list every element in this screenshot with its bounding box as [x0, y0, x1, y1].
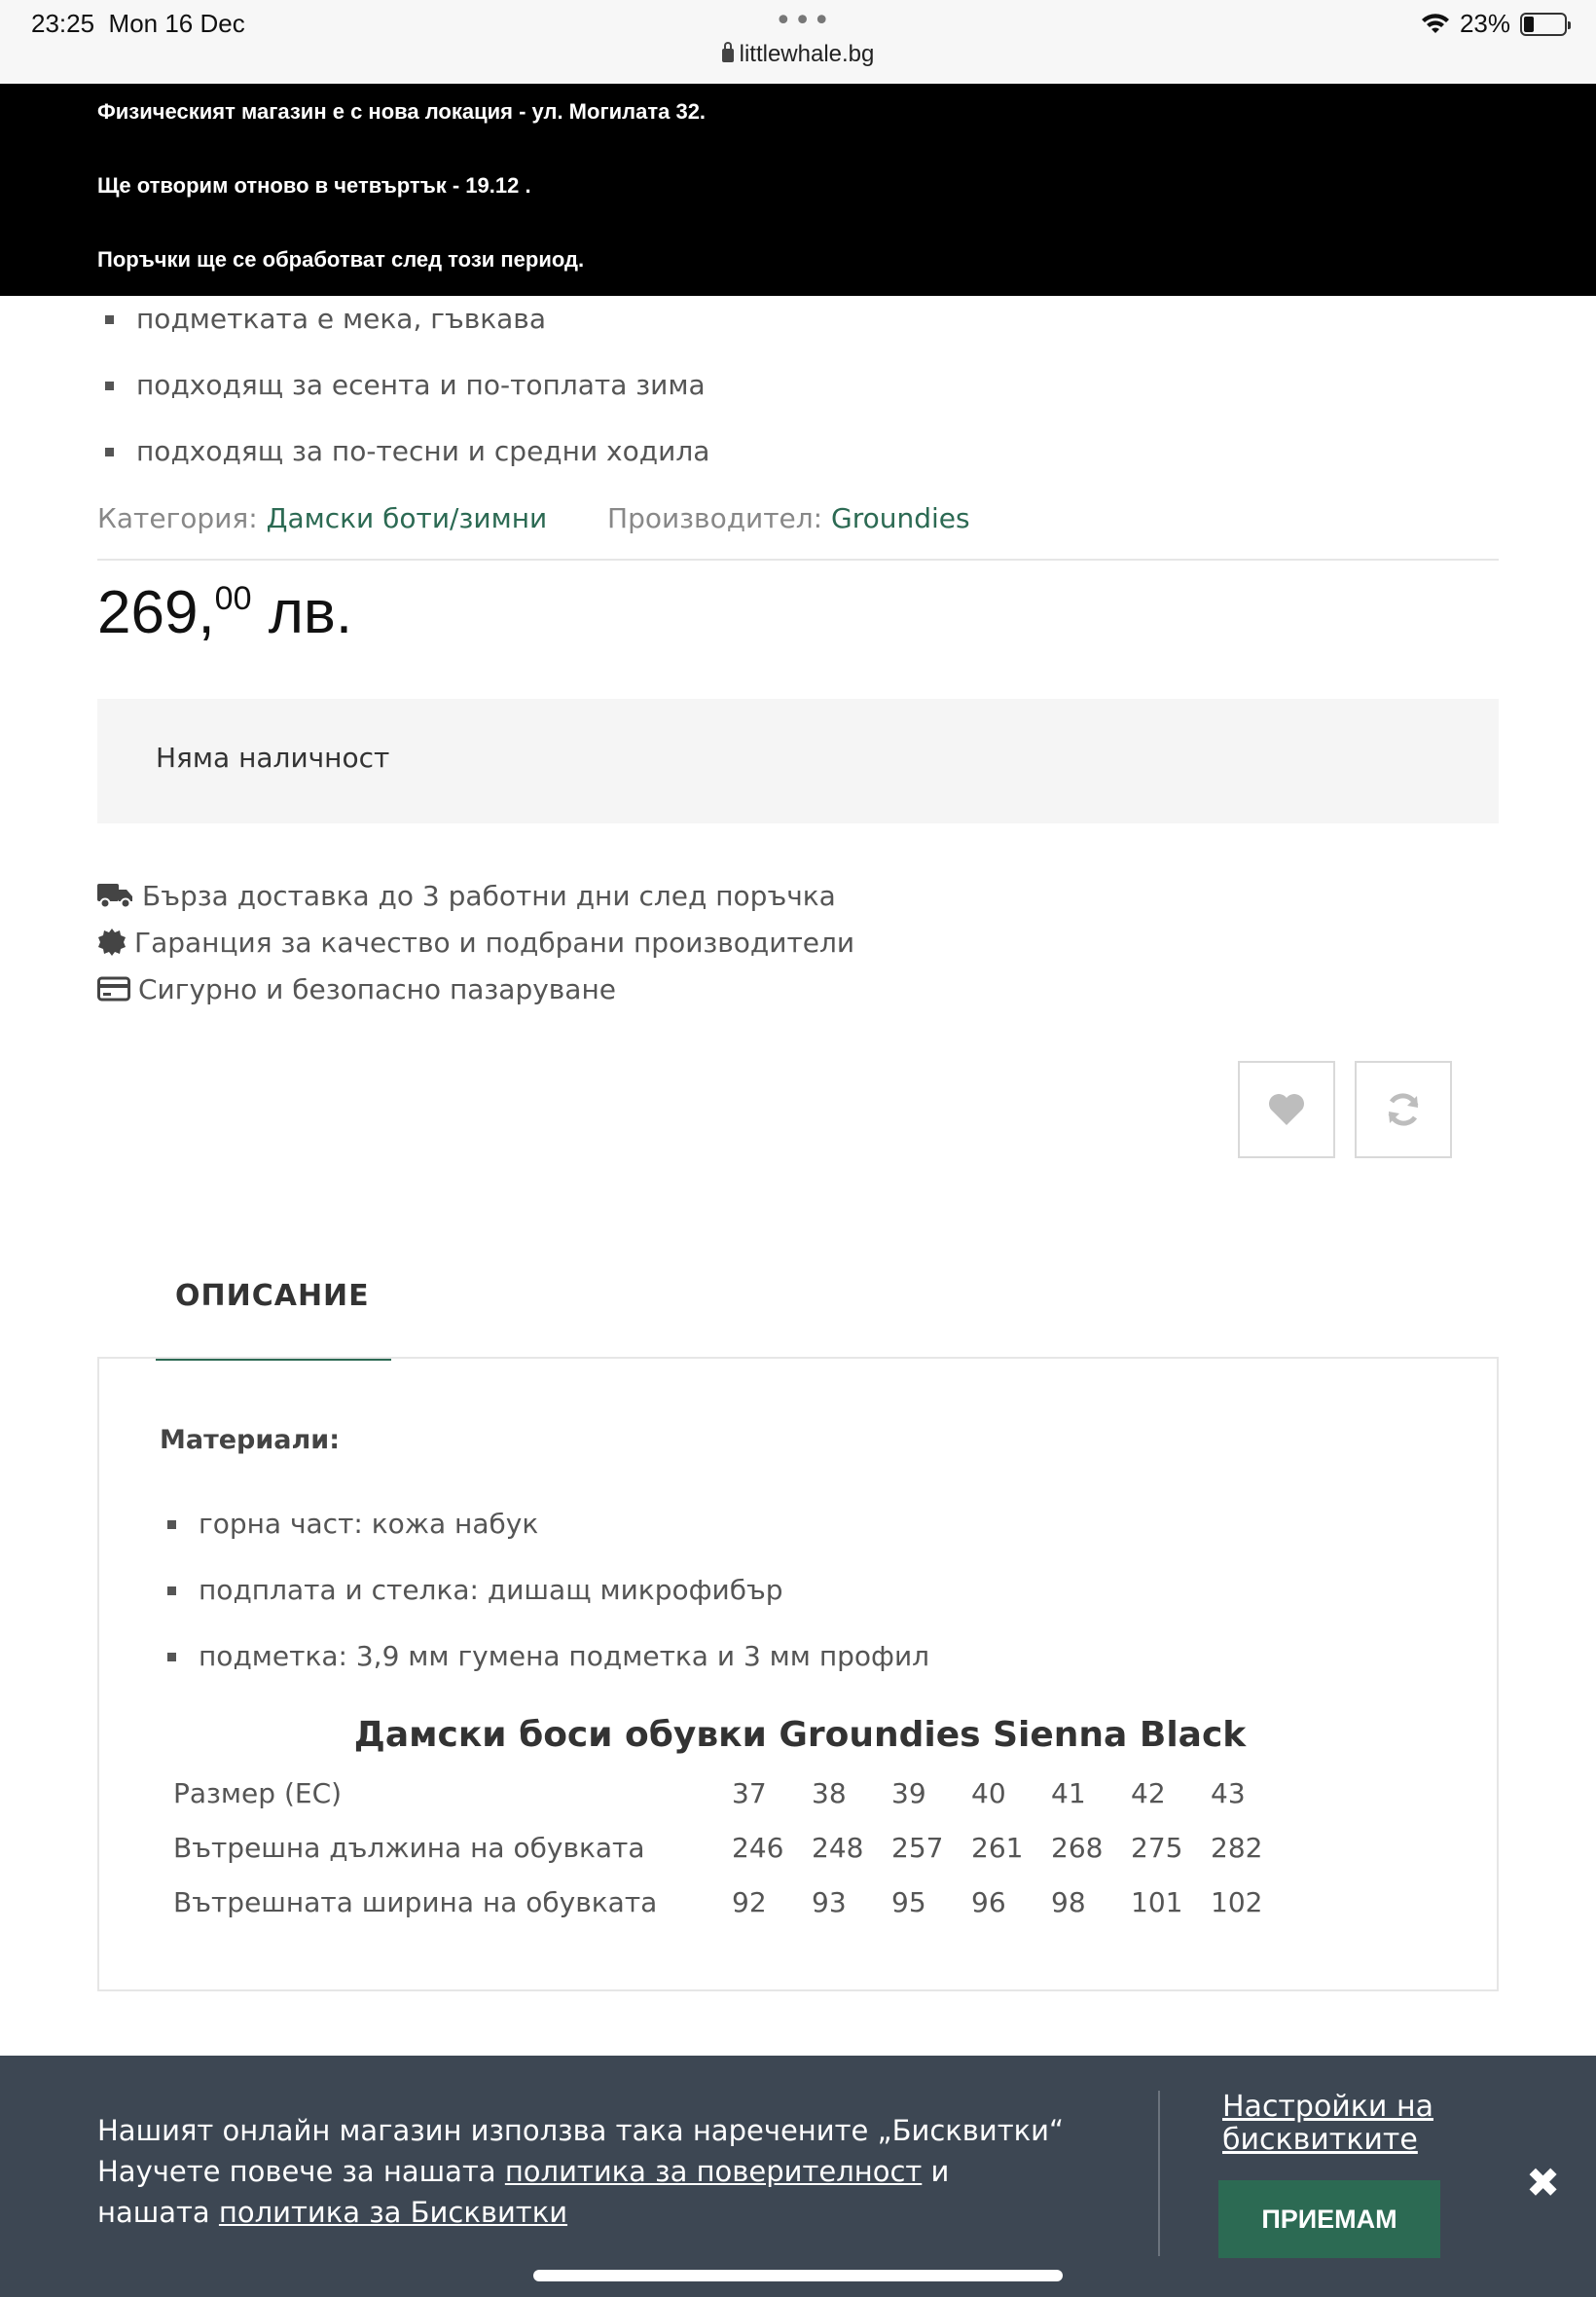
home-indicator[interactable] [533, 2270, 1063, 2281]
shop-benefits [97, 872, 854, 1012]
wifi-icon [1421, 14, 1450, 35]
product-meta [97, 502, 970, 534]
status-right [1421, 9, 1567, 39]
manufacturer-label: Производител: [607, 502, 823, 534]
status-time: 23:25 Mon 16 Dec [31, 9, 245, 38]
address-bar[interactable] [0, 41, 1596, 68]
refresh-icon [1384, 1090, 1423, 1129]
benefit-delivery: Бърза доставка до 3 работни дни след поръчка [97, 872, 854, 919]
category-label: Категория: [97, 502, 258, 534]
browser-status-bar [0, 0, 1596, 84]
description-panel [97, 1357, 1499, 1991]
divider [97, 559, 1499, 561]
benefit-secure: Сигурно и безопасно пазаруване [97, 966, 854, 1012]
truck-icon [97, 882, 134, 909]
table-row: Вътрешна дължина на обувката 246 248 257 261 268 275 282 [173, 1831, 1263, 1864]
benefit-quality: Гаранция за качество и подбрани производители [97, 919, 854, 966]
badge-certificate-icon [97, 928, 127, 957]
heart-icon [1267, 1092, 1306, 1127]
notice-line-2: Ще отворим отново в четвъртък - 19.12 . [97, 173, 531, 198]
notice-line-1: Физическият магазин е с нова локация - ул. Могилата 32. [97, 99, 707, 124]
cookie-policy-link[interactable]: политика за Бисквитки [218, 2196, 568, 2229]
credit-card-icon [97, 976, 130, 1002]
url-text: littlewhale.bg [739, 41, 875, 67]
category-link[interactable]: Дамски боти/зимни [266, 502, 548, 534]
store-notice-banner [0, 84, 1596, 296]
cookie-consent-bar [0, 2056, 1596, 2297]
product-price: 269,00 лв. [97, 579, 353, 646]
size-table-title: Дамски боси обувки Groundies Sienna Black [353, 1715, 1247, 1755]
materials-title: Материали: [160, 1425, 341, 1455]
privacy-policy-link[interactable]: политика за поверителност [504, 2155, 923, 2188]
list-item: подплата и стелка: дишащ микрофибър [160, 1571, 929, 1637]
manufacturer-link[interactable]: Groundies [831, 502, 970, 534]
size-table [173, 1766, 1290, 1929]
close-icon[interactable]: ✖ [1526, 2159, 1561, 2206]
battery-icon [1520, 13, 1567, 36]
product-features-list [97, 300, 709, 498]
tab-description[interactable]: ОПИСАНИЕ [156, 1256, 391, 1361]
cookie-text: Нашият онлайн магазин използва така наречените „Бисквитки“ Научете повече за нашата политика за поверителност и нашата политика за Бисквитки [97, 2114, 1064, 2229]
list-item: горна част: кожа набук [160, 1505, 929, 1571]
more-dots-icon[interactable]: ••• [775, 4, 833, 38]
list-item: подходящ за по-тесни и средни ходила [97, 432, 709, 498]
cookie-settings-link[interactable]: Настройки на бисквитките [1222, 2090, 1433, 2157]
notice-line-3: Поръчки ще се обработват след този период. [97, 247, 585, 272]
table-row: Размер (ЕС) 37 38 39 40 41 42 43 [173, 1776, 1246, 1809]
battery-percent: 23% [1459, 9, 1510, 38]
accept-cookies-button[interactable]: ПРИЕМАМ [1218, 2180, 1440, 2258]
lock-icon [722, 49, 734, 62]
divider [1158, 2091, 1160, 2256]
stock-status: Няма наличност [156, 742, 390, 774]
table-row: Вътрешната ширина на обувката 92 93 95 96 98 101 102 [173, 1885, 1263, 1918]
stock-status-box [97, 699, 1499, 823]
add-to-wishlist-button[interactable] [1238, 1061, 1335, 1158]
list-item: подходящ за есента и по-топлата зима [97, 366, 709, 432]
list-item: подметка: 3,9 мм гумена подметка и 3 мм профил [160, 1637, 929, 1703]
compare-button[interactable] [1355, 1061, 1452, 1158]
materials-list [160, 1505, 929, 1703]
list-item: подметката е мека, гъвкава [97, 300, 709, 366]
